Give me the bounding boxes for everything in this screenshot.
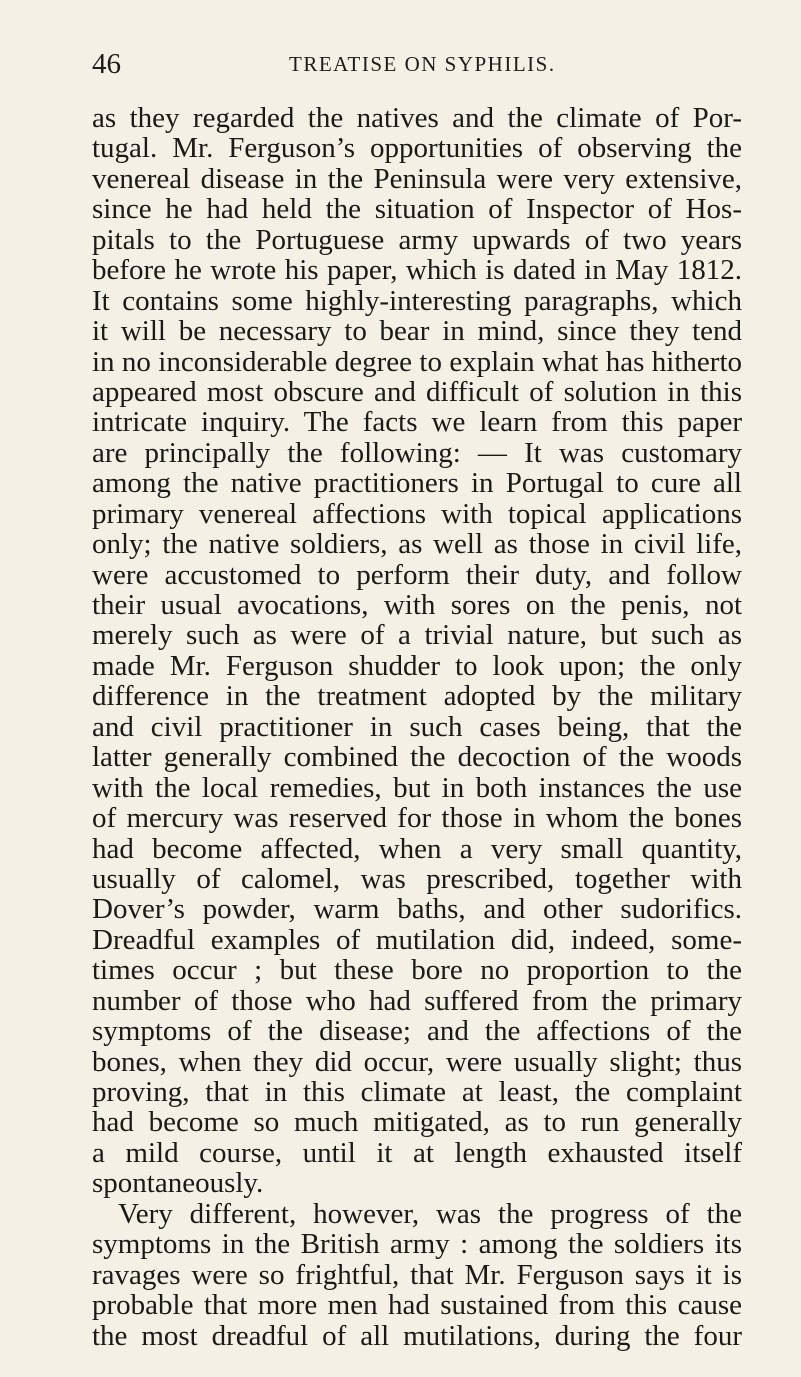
text-line: symptoms in the British army : among the soldiers its	[92, 1228, 742, 1261]
text-line: pitals to the Portuguese army upwards of two years	[92, 223, 742, 256]
text-line: usually of calomel, was prescribed, together with	[92, 862, 742, 895]
text-line: before he wrote his paper, which is dated in May 1812.	[92, 254, 742, 287]
text-line: and civil practitioner in such cases being, that the	[92, 710, 742, 743]
text-line: Dover’s powder, warm baths, and other sudorifics.	[92, 893, 742, 926]
text-line: appeared most obscure and difficult of solution in this	[92, 375, 742, 408]
text-line: merely such as were of a trivial nature, but such as	[92, 619, 742, 652]
text-line: intricate inquiry. The facts we learn from this paper	[92, 406, 742, 439]
text-line: only; the native soldiers, as well as those in civil life,	[92, 528, 742, 561]
text-line: as they regarded the natives and the climate of Por-	[92, 102, 742, 134]
text-line: their usual avocations, with sores on the penis, not	[92, 589, 742, 621]
text-line: latter generally combined the decoction of the woods	[92, 741, 742, 774]
text-line: it will be necessary to bear in mind, since they tend	[92, 315, 742, 348]
text-line: ravages were so frightful, that Mr. Ferguson says it is	[92, 1258, 742, 1291]
text-line: a mild course, until it at length exhausted itself	[92, 1136, 742, 1169]
running-title: TREATISE ON SYPHILIS.	[289, 52, 556, 76]
paragraph-start-line: Very different, however, was the progress of the	[118, 1197, 742, 1230]
text-line: times occur ; but these bore no proportion to the	[92, 954, 742, 987]
text-line: had become affected, when a very small quantity,	[92, 832, 742, 865]
text-line: symptoms of the disease; and the affections of the	[92, 1015, 742, 1048]
text-line: tugal. Mr. Ferguson’s opportunities of observing the	[92, 132, 742, 165]
text-line: had become so much mitigated, as to run generally	[92, 1106, 742, 1139]
text-line: venereal disease in the Peninsula were very extensive,	[92, 162, 742, 195]
body-text	[92, 103, 742, 1351]
paragraph-end-line: spontaneously.	[92, 1167, 264, 1200]
text-line: Dreadful examples of mutilation did, indeed, some-	[92, 923, 742, 956]
text-line: are principally the following: — It was customary	[92, 436, 742, 469]
text-line: proving, that in this climate at least, the complaint	[92, 1076, 742, 1108]
text-line: probable that more men had sustained from this cause	[92, 1289, 742, 1322]
text-line: were accustomed to perform their duty, and follow	[92, 558, 742, 591]
text-line: difference in the treatment adopted by the military	[92, 680, 742, 713]
page-number: 46	[92, 48, 121, 80]
text-line: of mercury was reserved for those in whom the bones	[92, 802, 742, 835]
text-line: It contains some highly-interesting paragraphs, which	[92, 284, 742, 317]
text-line: in no inconsiderable degree to explain what has hitherto	[92, 345, 742, 378]
text-line: with the local remedies, but in both instances the use	[92, 771, 742, 804]
text-line: made Mr. Ferguson shudder to look upon; the only	[92, 649, 742, 682]
running-head	[92, 44, 801, 84]
text-line: number of those who had suffered from the primary	[92, 984, 742, 1017]
text-line: primary venereal affections with topical applications	[92, 497, 742, 530]
text-line: among the native practitioners in Portugal to cure all	[92, 467, 742, 500]
text-line: the most dreadful of all mutilations, during the four	[92, 1319, 742, 1352]
text-line: bones, when they did occur, were usually slight; thus	[92, 1045, 742, 1078]
text-line: since he had held the situation of Inspector of Hos-	[92, 193, 742, 226]
